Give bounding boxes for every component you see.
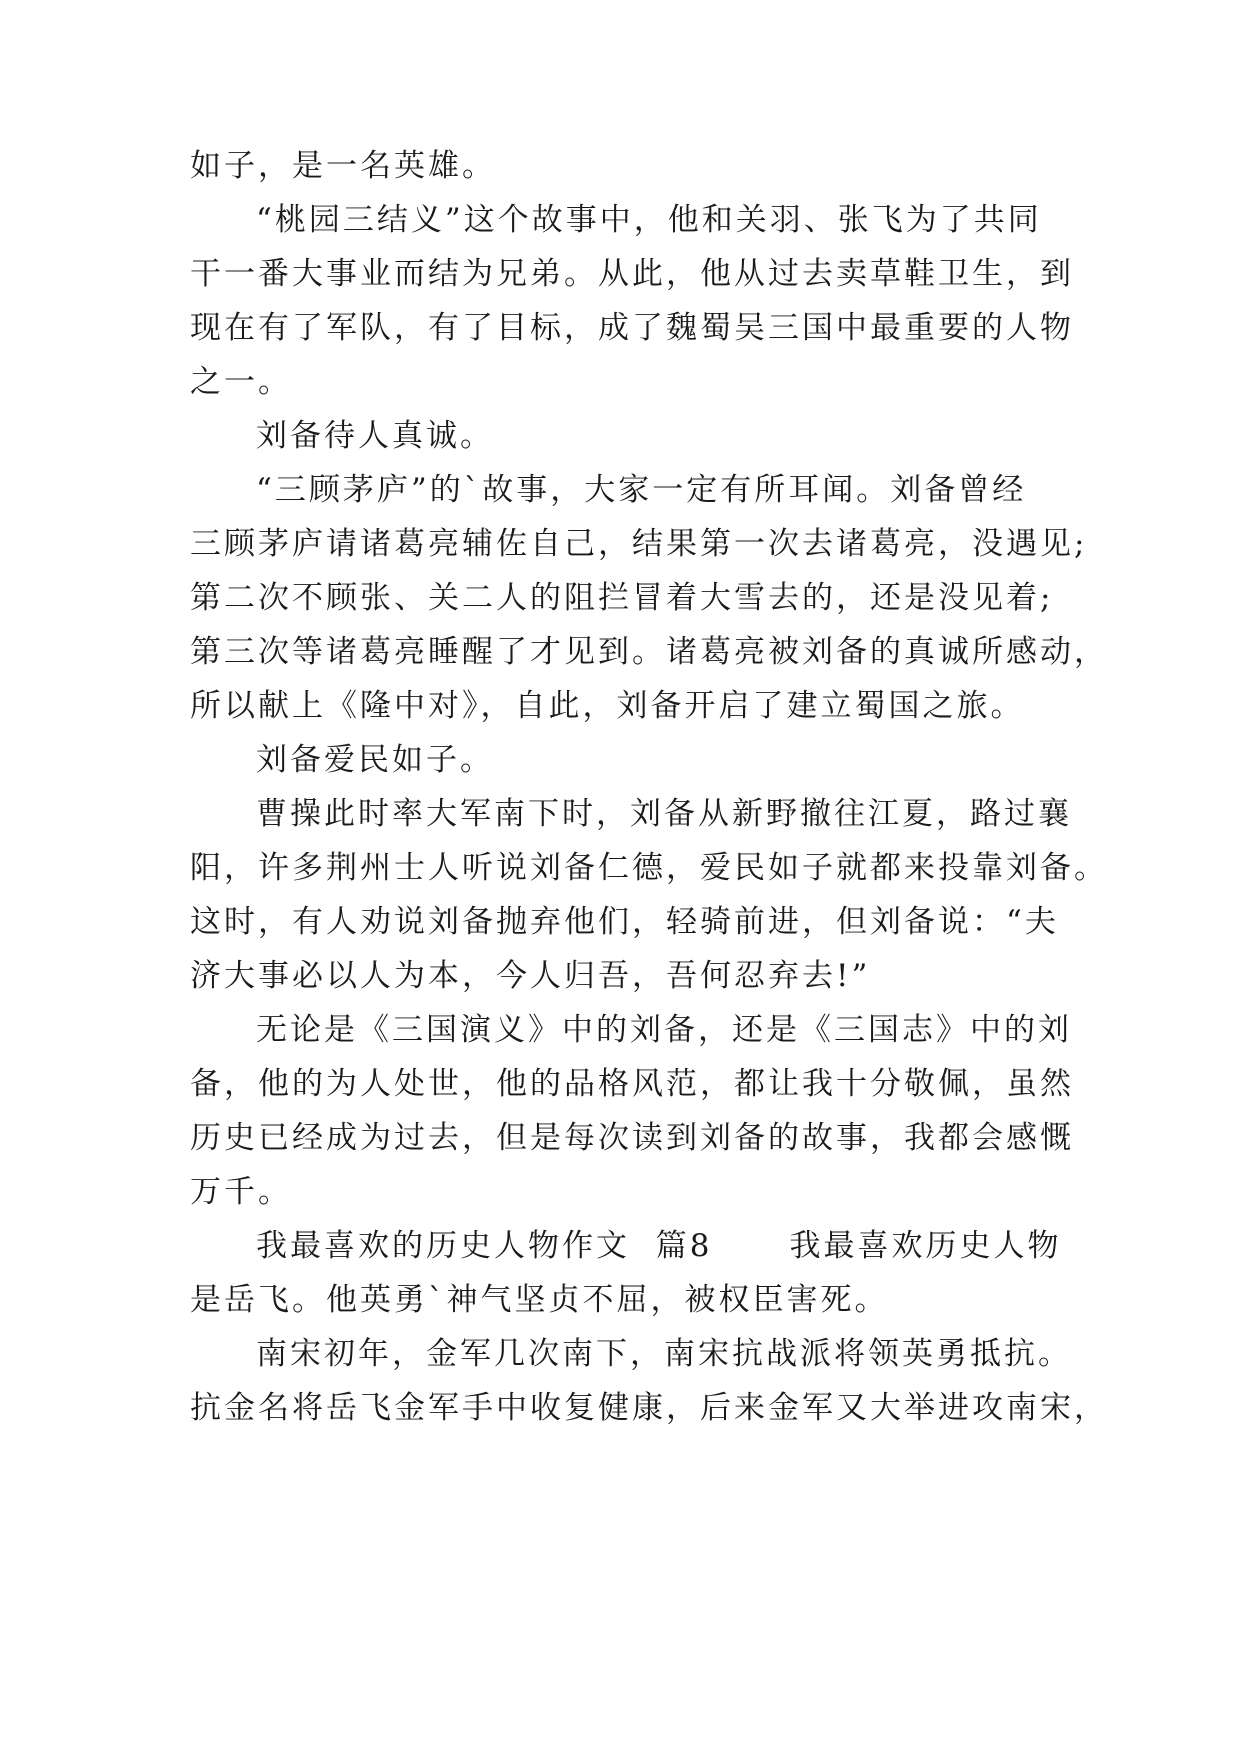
text-line-2: “桃园三结义”这个故事中，他和关羽、张飞为了共同 xyxy=(256,202,1042,238)
text-line-18: 备，他的为人处世，他的品格风范，都让我十分敬佩，虽然 xyxy=(190,1066,1074,1102)
text-line-23: 南宋初年，金军几次南下，南宋抗战派将领英勇抵抗。 xyxy=(256,1336,1072,1372)
text-line-10: 第三次等诸葛亮睡醒了才见到。诸葛亮被刘备的真诚所感动， xyxy=(190,634,1108,670)
text-line-7: “三顾茅庐”的`故事，大家一定有所耳闻。刘备曾经 xyxy=(256,472,1027,508)
text-line-5: 之一。 xyxy=(190,364,292,400)
text-line-9: 第二次不顾张、关二人的阻拦冒着大雪去的，还是没见着; xyxy=(190,580,1054,616)
text-line-8: 三顾茅庐请诸葛亮辅佐自己，结果第一次去诸葛亮，没遇见; xyxy=(190,526,1088,562)
text-line-22: 是岳飞。他英勇`神气坚贞不屈，被权臣害死。 xyxy=(190,1282,889,1318)
text-line-6: 刘备待人真诚。 xyxy=(256,418,494,454)
text-line-13: 曹操此时率大军南下时，刘备从新野撤往江夏，路过襄 xyxy=(256,796,1072,832)
text-line-16: 济大事必以人为本，今人归吾，吾何忍弃去!” xyxy=(190,958,871,994)
text-line-3: 干一番大事业而结为兄弟。从此，他从过去卖草鞋卫生，到 xyxy=(190,256,1074,292)
text-line-17: 无论是《三国演义》中的刘备，还是《三国志》中的刘 xyxy=(256,1012,1072,1048)
text-line-4: 现在有了军队，有了目标，成了魏蜀吴三国中最重要的人物 xyxy=(190,310,1074,346)
text-line-24: 抗金名将岳飞金军手中收复健康，后来金军又大举进攻南宋， xyxy=(190,1390,1108,1426)
text-line-11: 所以献上《隆中对》，自此，刘备开启了建立蜀国之旅。 xyxy=(190,688,1025,724)
text-line-21: 我最喜欢的历史人物作文 篇8 我最喜欢历史人物 xyxy=(256,1228,1062,1264)
text-line-14: 阳，许多荆州士人听说刘备仁德，爱民如子就都来投靠刘备。 xyxy=(190,850,1108,886)
text-line-20: 万千。 xyxy=(190,1174,292,1210)
text-line-15: 这时，有人劝说刘备抛弃他们，轻骑前进，但刘备说：“夫 xyxy=(190,904,1059,940)
text-line-19: 历史已经成为过去，但是每次读到刘备的故事，我都会感慨 xyxy=(190,1120,1074,1156)
text-line-1: 如子，是一名英雄。 xyxy=(190,148,496,184)
text-line-12: 刘备爱民如子。 xyxy=(256,742,494,778)
